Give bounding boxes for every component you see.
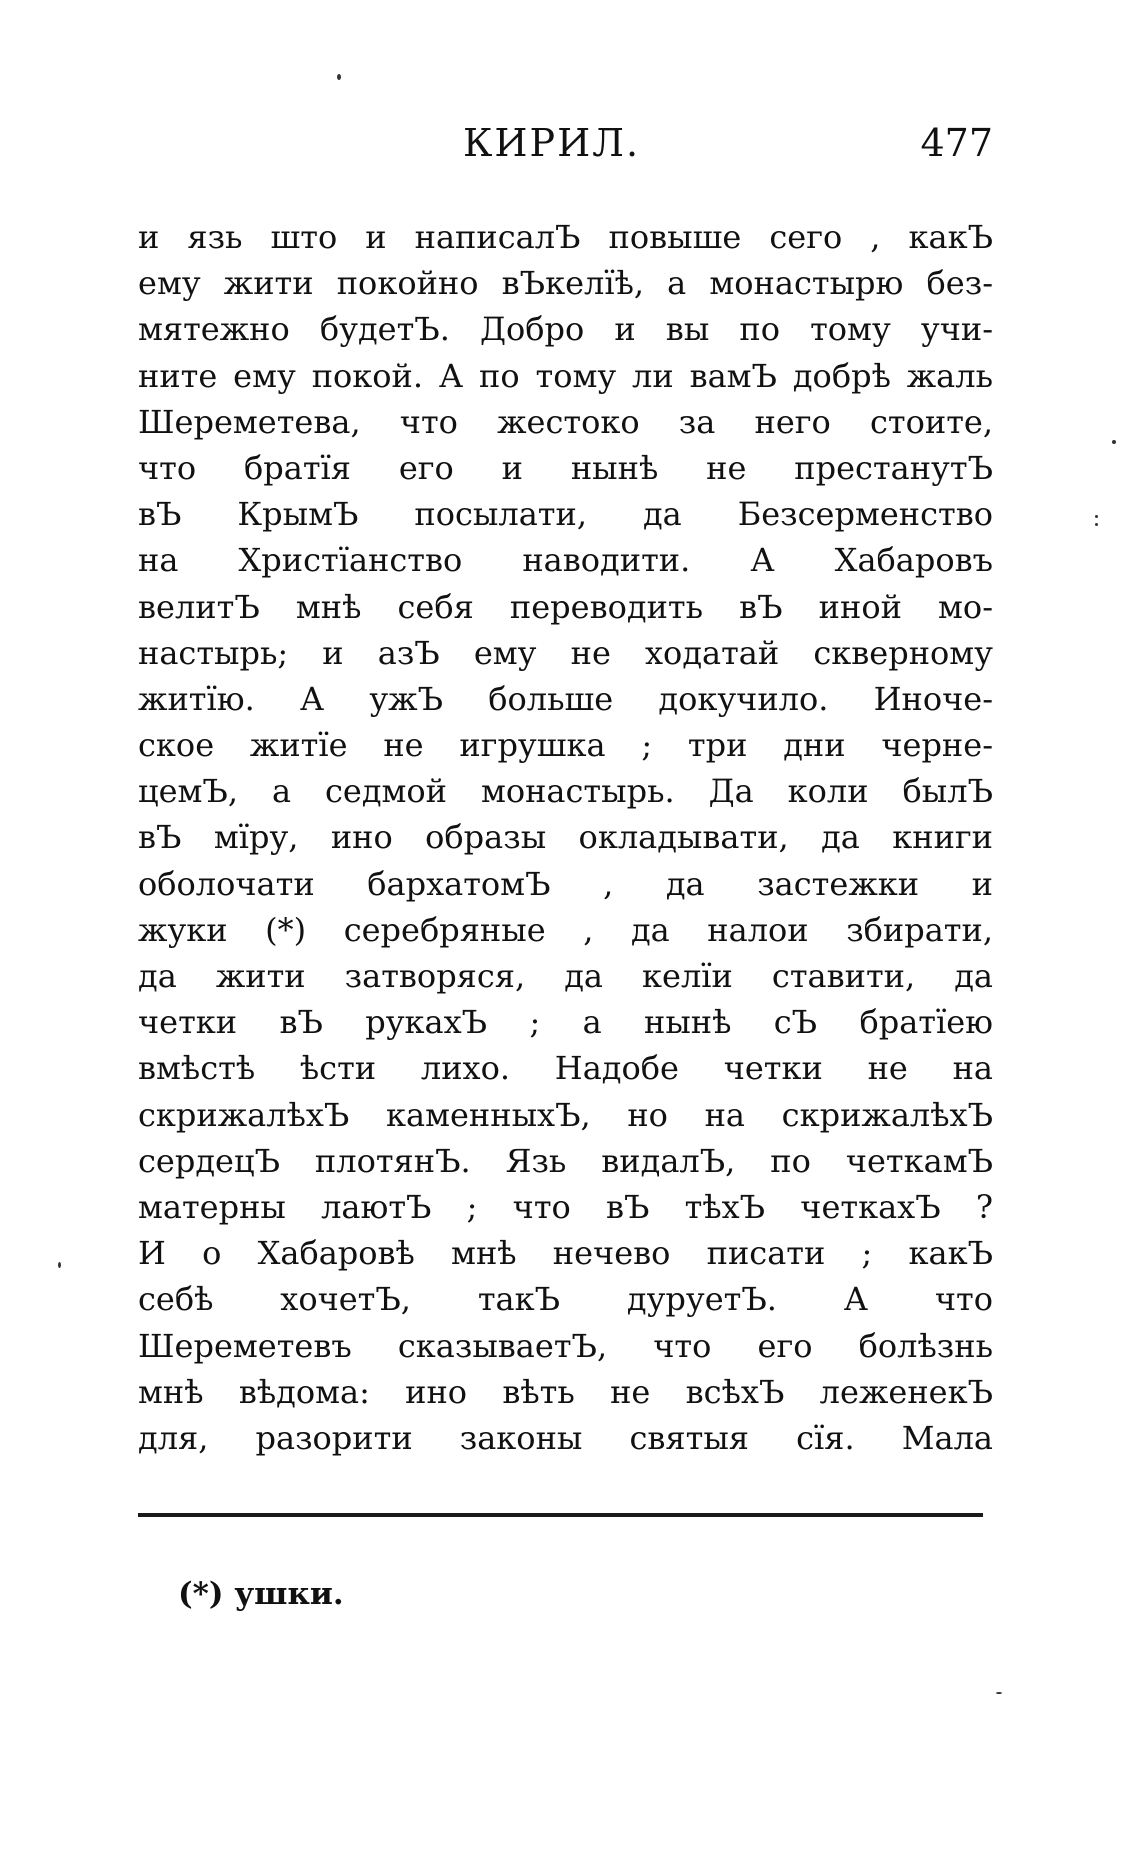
text-line: Шереметевъ сказываетЪ, что его болѣзнь xyxy=(138,1326,993,1365)
text-line: настырь; и азЪ ему не ходатай скверному xyxy=(138,633,993,672)
text-line: ните ему покой. А по тому ли вамЪ добрѣ жаль xyxy=(138,356,993,395)
running-head: КИРИЛ. xyxy=(463,121,641,165)
page-number: 477 xyxy=(920,121,993,165)
text-line: вЪ мїру, ино образы окладывати, да книги xyxy=(138,818,993,857)
scan-speck xyxy=(1112,440,1116,444)
text-line: да жити затворяся, да келїи ставити, да xyxy=(138,957,993,995)
text-line: жуки (*) серебряные , да налои збирати, xyxy=(138,910,993,949)
scan-speck xyxy=(58,1262,61,1268)
scan-speck xyxy=(1095,515,1098,518)
text-line: сердецЪ плотянЪ. Язь видалЪ, по четкамЪ xyxy=(138,1141,993,1180)
footnote: (*) ушки. xyxy=(178,1576,344,1612)
scan-speck xyxy=(1095,523,1098,526)
text-line: четки вЪ рукахЪ ; а нынѣ сЪ братїею xyxy=(138,1003,993,1042)
body-text xyxy=(138,214,993,1461)
text-line: ское житїе не игрушка ; три дни черне- xyxy=(138,726,993,765)
scan-speck xyxy=(337,74,341,80)
text-line: себѣ хочетЪ, такЪ дуруетЪ. А что xyxy=(138,1280,993,1319)
text-line: мятежно будетЪ. Добро и вы по тому учи- xyxy=(138,310,993,349)
text-line: И о Хабаровѣ мнѣ нечево писати ; какЪ xyxy=(138,1234,993,1273)
text-line: для, разорити законы святыя сїя. Мала xyxy=(138,1418,993,1457)
text-line: вЪ КрымЪ посылати, да Безсерменство xyxy=(138,495,993,534)
text-line: мнѣ вѣдома: ино вѣть не всѣхЪ леженекЪ xyxy=(138,1372,993,1411)
text-line: цемЪ, а седмой монастырь. Да коли былЪ xyxy=(138,772,993,811)
text-line: и язь што и написалЪ повыше сего , какЪ xyxy=(138,218,993,256)
text-line: матерны лаютЪ ; что вЪ тѣхЪ четкахЪ ? xyxy=(138,1187,993,1226)
text-line: на Христїанство наводити. А Хабаровъ xyxy=(138,541,993,580)
text-line: житїю. А ужЪ больше докучило. Иноче- xyxy=(138,679,993,718)
text-line: вмѣстѣ ѣсти лихо. Надобе четки не на xyxy=(138,1049,993,1088)
text-line: велитЪ мнѣ себя переводить вЪ иной мо- xyxy=(138,587,993,626)
page-header xyxy=(138,118,993,168)
text-line: оболочати бархатомЪ , да застежки и xyxy=(138,864,993,903)
scan-speck xyxy=(996,1692,1002,1694)
text-line: Шереметева, что жестоко за него стоите, xyxy=(138,402,993,441)
text-line: что братїя его и нынѣ не престанутЪ xyxy=(138,448,993,487)
text-line: ему жити покойно вЪкелїѣ, а монастырю без- xyxy=(138,264,993,303)
text-line: скрижалѣхЪ каменныхЪ, но на скрижалѣхЪ xyxy=(138,1095,993,1134)
footnote-rule xyxy=(138,1513,983,1517)
